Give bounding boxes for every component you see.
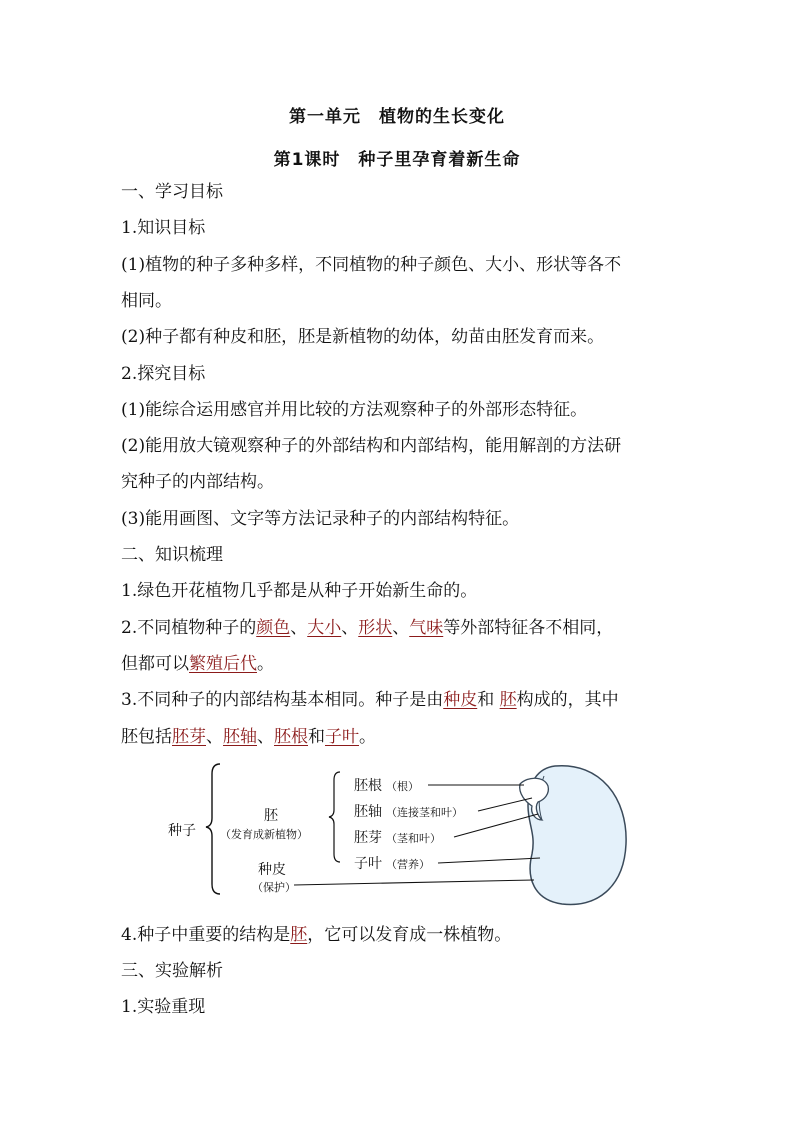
pointer-plumule <box>454 814 538 837</box>
section-heading-knowledge: 二、知识梳理 <box>121 545 223 565</box>
answer-blank: 大小 <box>307 618 342 638</box>
answer-blank: 气味 <box>409 618 444 638</box>
label-cotyledon: 子叶 <box>354 856 382 872</box>
section-heading-goals: 一、学习目标 <box>121 182 223 202</box>
lesson-title: 第1课时 种子里孕育着新生命 <box>273 150 521 170</box>
answer-blank: 子叶 <box>325 727 359 747</box>
label-embryo-note: （发育成新植物） <box>220 828 308 841</box>
label-hypocotyl: 胚轴 <box>354 804 382 820</box>
label-seed-coat-note: （保护） <box>252 881 296 894</box>
label-radicle-note: （根） <box>386 780 419 793</box>
label-seed: 种子 <box>168 823 196 839</box>
paragraph: 相同。 <box>121 291 172 311</box>
fill-blank-paragraph: 3.不同种子的内部结构基本相同。种子是由种皮和 胚构成的，其中 <box>121 690 619 710</box>
paragraph: (1)植物的种子多种多样，不同植物的种子颜色、大小、形状等各不 <box>121 255 622 275</box>
subheading-inquiry-goals: 2.探究目标 <box>121 364 206 384</box>
paragraph: (2)能用放大镜观察种子的外部结构和内部结构，能用解剖的方法研 <box>121 436 622 456</box>
fill-blank-paragraph: 但都可以繁殖后代。 <box>121 654 274 674</box>
answer-blank: 胚芽 <box>172 727 206 747</box>
answer-blank: 胚轴 <box>223 727 257 747</box>
paragraph: 1.绿色开花植物几乎都是从种子开始新生命的。 <box>121 581 478 601</box>
label-plumule: 胚芽 <box>354 830 382 846</box>
subheading-experiment-recreation: 1.实验重现 <box>121 997 206 1017</box>
label-plumule-note: （茎和叶） <box>386 832 441 845</box>
paragraph: (2)种子都有种皮和胚，胚是新植物的幼体，幼苗由胚发育而来。 <box>121 327 605 347</box>
subheading-knowledge-goals: 1.知识目标 <box>121 218 206 238</box>
fill-blank-paragraph: 2.不同植物种子的颜色、大小、形状、气味等外部特征各不相同， <box>121 618 614 638</box>
answer-blank: 形状 <box>358 618 393 638</box>
brace-seed <box>206 764 220 894</box>
label-embryo: 胚 <box>264 808 278 824</box>
label-seed-coat: 种皮 <box>258 862 286 878</box>
label-cotyledon-note: （营养） <box>386 858 430 871</box>
answer-blank: 种皮 <box>443 690 478 710</box>
paragraph: 究种子的内部结构。 <box>121 472 274 492</box>
fill-blank-paragraph: 4.种子中重要的结构是胚，它可以发育成一株植物。 <box>121 925 512 945</box>
label-radicle: 胚根 <box>354 778 382 794</box>
answer-blank: 胚 <box>290 925 308 945</box>
pointer-hypocotyl <box>478 798 532 811</box>
paragraph: (1)能综合运用感官并用比较的方法观察种子的外部形态特征。 <box>121 400 588 420</box>
pointer-cotyledon <box>438 858 540 863</box>
answer-blank: 繁殖后代 <box>189 654 257 674</box>
seed-structure-diagram <box>160 758 630 908</box>
unit-title: 第一单元 植物的生长变化 <box>289 107 505 127</box>
label-hypocotyl-note: （连接茎和叶） <box>386 806 463 819</box>
paragraph: (3)能用画图、文字等方法记录种子的内部结构特征。 <box>121 509 520 529</box>
answer-blank: 胚根 <box>274 727 308 747</box>
pointer-seed-coat <box>294 880 534 885</box>
answer-blank: 颜色 <box>256 618 291 638</box>
brace-embryo <box>329 772 340 862</box>
section-heading-experiment: 三、实验解析 <box>121 961 223 981</box>
fill-blank-paragraph: 胚包括胚芽、胚轴、胚根和子叶。 <box>121 727 376 747</box>
answer-blank: 胚 <box>499 690 517 710</box>
